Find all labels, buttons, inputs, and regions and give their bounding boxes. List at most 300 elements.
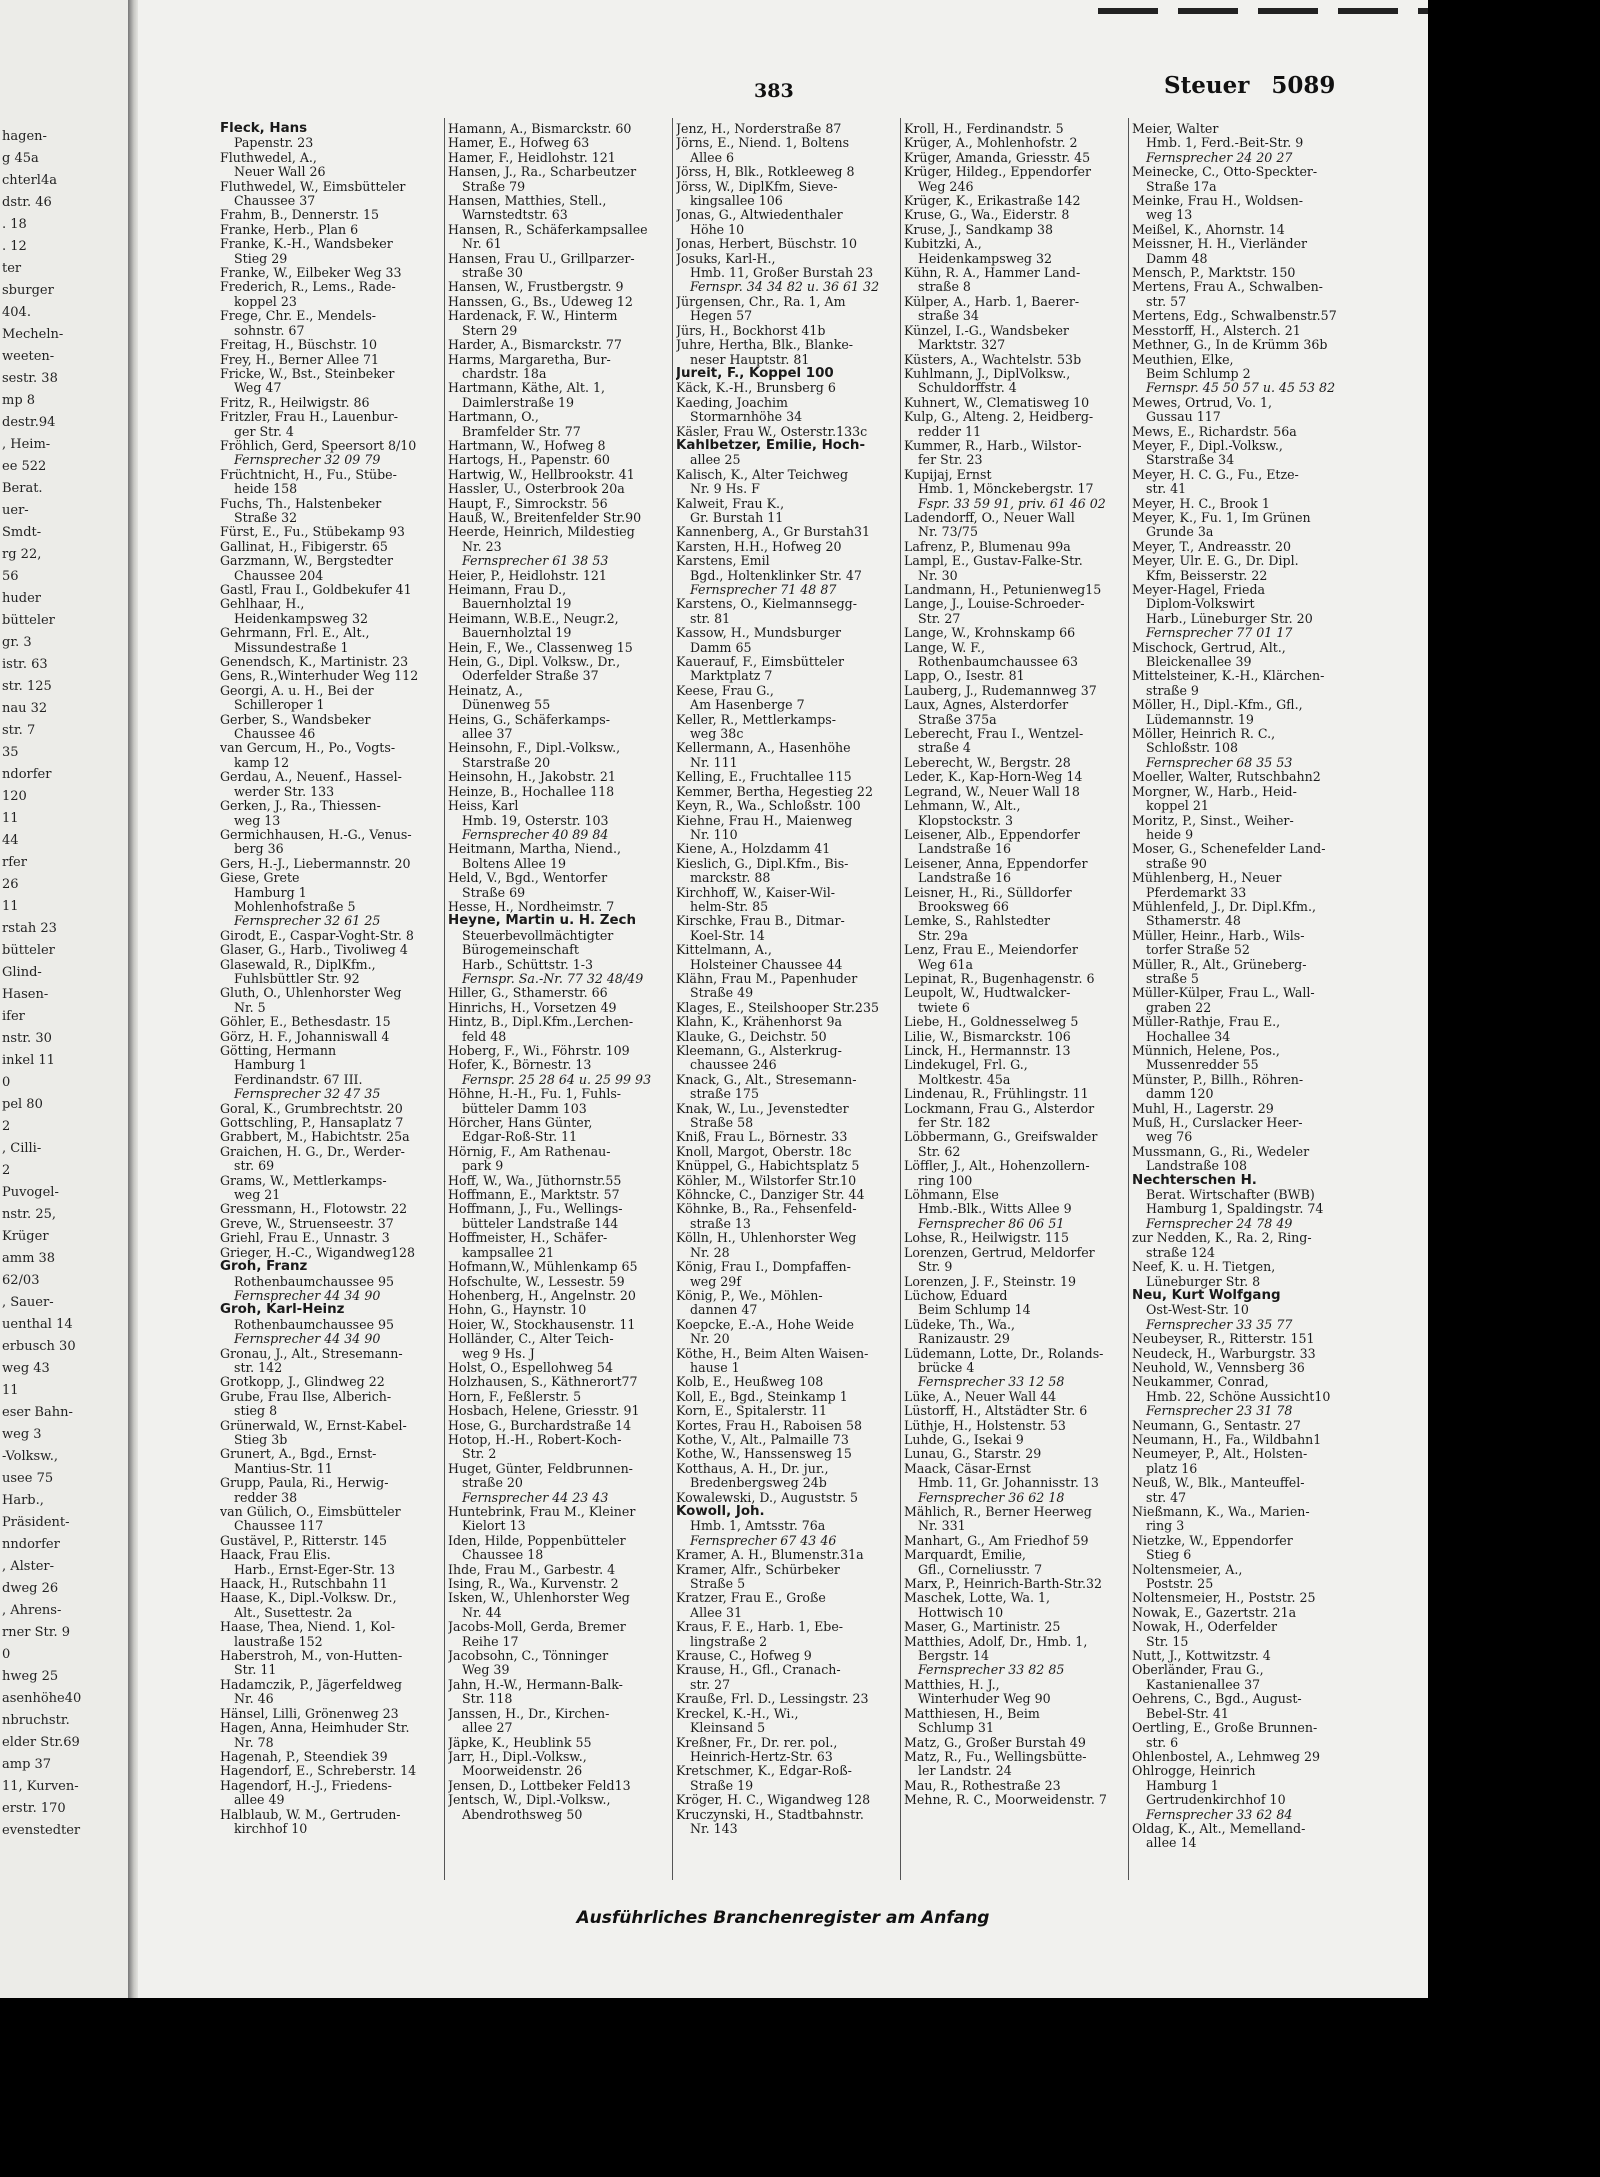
column-rule bbox=[672, 118, 673, 1880]
prev-page-text-fragment: chterl4a bbox=[2, 173, 57, 188]
directory-entry: Leberecht, Frau I., Wentzel- bbox=[904, 726, 1084, 742]
directory-entry: str. 41 bbox=[1146, 481, 1187, 497]
directory-entry: Chaussee 18 bbox=[462, 1547, 544, 1563]
directory-entry: Lüke, A., Neuer Wall 44 bbox=[904, 1388, 1057, 1404]
directory-entry: Gottschling, P., Hansaplatz 7 bbox=[220, 1115, 404, 1131]
directory-entry: Holzhausen, S., Käthnerort77 bbox=[448, 1374, 638, 1390]
directory-entry: Fernsprecher 32 61 25 bbox=[234, 913, 381, 929]
directory-entry: str. 47 bbox=[1146, 1489, 1187, 1505]
page-code: 5089 bbox=[1271, 72, 1336, 99]
prev-page-text-fragment: erbusch 30 bbox=[2, 1339, 76, 1354]
directory-entry: Kleemann, G., Alsterkrug- bbox=[676, 1043, 842, 1058]
directory-entry: Neudeck, H., Warburgstr. 33 bbox=[1132, 1345, 1316, 1361]
directory-entry: weg 38c bbox=[690, 726, 744, 742]
directory-entry: Beim Schlump 2 bbox=[1146, 365, 1251, 381]
directory-entry: Fspr. 33 59 91, priv. 61 46 02 bbox=[918, 495, 1106, 511]
directory-entry: Harb., Lüneburger Str. 20 bbox=[1146, 610, 1313, 626]
prev-page-text-fragment: str. 7 bbox=[2, 723, 36, 738]
directory-entry: Neuer Wall 26 bbox=[234, 164, 326, 180]
prev-page-text-fragment: nau 32 bbox=[2, 701, 48, 716]
prev-page-text-fragment: g 45a bbox=[2, 151, 39, 166]
directory-entry: Hottwisch 10 bbox=[918, 1604, 1004, 1620]
directory-entry: Kuhlmann, J., DiplVolksw., bbox=[904, 365, 1071, 381]
directory-entry: Josuks, Karl-H., bbox=[676, 250, 776, 266]
directory-entry: Reihe 17 bbox=[462, 1633, 519, 1649]
directory-entry: graben 22 bbox=[1146, 999, 1212, 1015]
directory-entry: Weg 61a bbox=[918, 956, 973, 972]
directory-entry: Lorenzen, J. F., Steinstr. 19 bbox=[904, 1273, 1077, 1289]
prev-page-text-fragment: 11, Kurven- bbox=[2, 1779, 79, 1794]
directory-entry: Schilleroper 1 bbox=[234, 697, 325, 713]
directory-entry: Straße 17a bbox=[1146, 178, 1217, 194]
directory-entry: heide 9 bbox=[1146, 826, 1194, 842]
directory-entry: kamp 12 bbox=[234, 754, 290, 770]
directory-entry: Kühn, R. A., Hammer Land- bbox=[904, 265, 1081, 281]
directory-entry: Lüdeke, Th., Wa., bbox=[904, 1316, 1015, 1332]
directory-entry: Kreckel, K.-H., Wi., bbox=[676, 1705, 799, 1721]
directory-entry: Fernsprecher 61 38 53 bbox=[462, 553, 609, 569]
directory-entry: Hoff, W., Wa., Jüthornstr.55 bbox=[448, 1172, 622, 1188]
directory-entry: Nr. 46 bbox=[234, 1691, 274, 1707]
directory-entry: Mittelsteiner, K.-H., Klärchen- bbox=[1132, 668, 1325, 684]
directory-entry: Moorweidenstr. 26 bbox=[462, 1763, 583, 1779]
directory-entry: Gerdau, A., Neuenf., Hassel- bbox=[220, 769, 402, 785]
prev-page-text-fragment: nbruchstr. bbox=[2, 1713, 70, 1728]
directory-entry: Bergstr. 14 bbox=[918, 1648, 989, 1664]
directory-entry: brücke 4 bbox=[918, 1359, 975, 1375]
directory-entry: Damm 48 bbox=[1146, 250, 1208, 266]
directory-entry: Klopstockstr. 3 bbox=[918, 812, 1014, 828]
directory-entry: Beim Schlump 14 bbox=[918, 1302, 1031, 1318]
directory-entry: Hintz, B., Dipl.Kfm.,Lerchen- bbox=[448, 1014, 634, 1030]
directory-entry: Hoffmann, E., Marktstr. 57 bbox=[448, 1187, 620, 1203]
directory-entry: Schlump 31 bbox=[918, 1720, 994, 1736]
directory-entry: Moser, G., Schenefelder Land- bbox=[1132, 841, 1326, 857]
directory-entry: str. 69 bbox=[234, 1158, 275, 1174]
directory-entry: Maser, G., Martinistr. 25 bbox=[904, 1619, 1061, 1635]
directory-entry: Berat. Wirtschafter (BWB) bbox=[1146, 1187, 1315, 1203]
directory-entry: Heier, P., Heidlohstr. 121 bbox=[448, 567, 607, 583]
directory-entry: Hmb. 1, Amtsstr. 76a bbox=[690, 1518, 826, 1534]
directory-entry: Meinecke, C., Otto-Speckter- bbox=[1132, 164, 1318, 180]
directory-entry: Landstraße 16 bbox=[918, 841, 1011, 857]
directory-entry: Luhde, G., Isekai 9 bbox=[904, 1431, 1024, 1447]
directory-entry: Ost-West-Str. 10 bbox=[1146, 1302, 1249, 1318]
directory-entry: Külper, A., Harb. 1, Baerer- bbox=[904, 293, 1080, 309]
directory-entry: Rothenbaumchaussee 95 bbox=[234, 1273, 395, 1289]
directory-entry: Garzmann, W., Bergstedter bbox=[220, 553, 394, 569]
directory-entry: Neuß, W., Blk., Manteuffel- bbox=[1132, 1475, 1305, 1491]
directory-entry: Lange, W., Krohnskamp 66 bbox=[904, 625, 1076, 641]
prev-page-text-fragment: rner Str. 9 bbox=[2, 1625, 71, 1640]
directory-entry: Girodt, E., Caspar-Voght-Str. 8 bbox=[220, 927, 414, 943]
directory-entry: Höhe 10 bbox=[690, 221, 745, 237]
directory-entry: Fernspr. Sa.-Nr. 77 32 48/49 bbox=[462, 970, 644, 986]
directory-entry: Liebe, H., Goldnesselweg 5 bbox=[904, 1014, 1079, 1030]
prev-page-text-fragment: mp 8 bbox=[2, 393, 36, 408]
directory-entry: Frey, H., Berner Allee 71 bbox=[220, 351, 380, 367]
directory-entry: Maack, Cäsar-Ernst bbox=[904, 1460, 1031, 1476]
directory-entry: Fernsprecher 71 48 87 bbox=[690, 582, 837, 597]
directory-entry: Meyer, H. C., Brook 1 bbox=[1132, 495, 1270, 511]
directory-entry: koppel 23 bbox=[234, 293, 297, 309]
directory-entry: Rothenbaumchaussee 95 bbox=[234, 1316, 395, 1332]
directory-entry: kingsallee 106 bbox=[690, 193, 783, 209]
directory-entry: Hauß, W., Breitenfelder Str.90 bbox=[448, 509, 642, 525]
directory-entry: Matz, R., Fu., Wellingsbütte- bbox=[904, 1748, 1087, 1764]
directory-entry: Mühlenfeld, J., Dr. Dipl.Kfm., bbox=[1132, 898, 1316, 914]
directory-entry: Messtorff, H., Alsterch. 21 bbox=[1132, 322, 1301, 338]
directory-entry: Lange, W. F., bbox=[904, 639, 986, 655]
directory-entry: Görz, H. F., Johanniswall 4 bbox=[220, 1028, 390, 1044]
directory-entry: Kruczynski, H., Stadtbahnstr. bbox=[676, 1806, 864, 1822]
column-rule bbox=[444, 118, 445, 1880]
directory-entry: Marktstr. 327 bbox=[918, 337, 1006, 353]
directory-entry: Hohenberg, H., Angelnstr. 20 bbox=[448, 1287, 636, 1303]
directory-entry: Kummer, R., Harb., Wilstor- bbox=[904, 437, 1082, 453]
prev-page-text-fragment: weg 43 bbox=[2, 1361, 50, 1376]
directory-entry: Grabbert, M., Habichtstr. 25a bbox=[220, 1129, 410, 1145]
directory-entry: Hansen, Matthies, Stell., bbox=[448, 193, 607, 209]
directory-entry: allee 27 bbox=[462, 1720, 513, 1736]
directory-entry: Rothenbaumchaussee 63 bbox=[918, 654, 1079, 670]
prev-page-text-fragment: nstr. 30 bbox=[2, 1031, 52, 1046]
directory-entry: fer Str. 182 bbox=[918, 1115, 991, 1131]
directory-entry: Lindekugel, Frl. G., bbox=[904, 1057, 1028, 1073]
directory-entry: Sthamerstr. 48 bbox=[1146, 913, 1241, 929]
directory-entry: Lüthje, H., Holstenstr. 53 bbox=[904, 1417, 1066, 1433]
book-gutter bbox=[128, 0, 138, 1998]
directory-entry: Hartwig, W., Hellbrookstr. 41 bbox=[448, 466, 635, 482]
directory-entry: Hein, G., Dipl. Volksw., Dr., bbox=[448, 654, 621, 670]
directory-entry: Nr. 9 Hs. F bbox=[690, 481, 760, 497]
directory-entry: lingstraße 2 bbox=[690, 1633, 768, 1649]
directory-entry: Meißel, K., Ahornstr. 14 bbox=[1132, 221, 1285, 237]
prev-page-text-fragment: Harb., bbox=[2, 1493, 44, 1508]
directory-entry: Lehmann, W., Alt., bbox=[904, 798, 1021, 814]
directory-entry: chaussee 246 bbox=[690, 1057, 777, 1073]
directory-entry: Stieg 29 bbox=[234, 250, 288, 266]
directory-entry: straße 30 bbox=[462, 265, 523, 281]
directory-entry: Str. 9 bbox=[918, 1259, 953, 1275]
directory-entry: Kellermann, A., Hasenhöhe bbox=[676, 740, 851, 756]
directory-entry: Landmann, H., Petunienweg15 bbox=[904, 582, 1102, 597]
directory-entry: Str. 11 bbox=[234, 1662, 277, 1678]
directory-entry: Nr. 61 bbox=[462, 236, 502, 252]
directory-entry: Kfm, Beisserstr. 22 bbox=[1146, 567, 1268, 583]
directory-entry: Fernsprecher 44 34 90 bbox=[234, 1331, 381, 1347]
directory-entry: Meyer, T., Andreasstr. 20 bbox=[1132, 538, 1292, 554]
directory-entry: Bauernholztal 19 bbox=[462, 625, 572, 641]
directory-entry: Groh, Franz bbox=[220, 1259, 308, 1275]
prev-page-text-fragment: hagen- bbox=[2, 129, 47, 144]
directory-entry: Käck, K.-H., Brunsberg 6 bbox=[676, 380, 836, 396]
directory-entry: Jacobsohn, C., Tönninger bbox=[448, 1648, 609, 1664]
directory-entry: Iden, Hilde, Poppenbütteler bbox=[448, 1532, 626, 1548]
directory-column-3 bbox=[676, 122, 894, 1877]
directory-entry: Gallinat, H., Fibigerstr. 65 bbox=[220, 538, 388, 554]
directory-entry: Kortes, Frau H., Raboisen 58 bbox=[676, 1417, 863, 1433]
directory-entry: Grunde 3a bbox=[1146, 524, 1214, 540]
directory-entry: Hmb. 11, Gr. Johannisstr. 13 bbox=[918, 1475, 1099, 1491]
directory-entry: Neu, Kurt Wolfgang bbox=[1132, 1287, 1281, 1303]
directory-entry: Leupolt, W., Hudtwalcker- bbox=[904, 985, 1071, 1001]
prev-page-text-fragment: pel 80 bbox=[2, 1097, 43, 1112]
directory-entry: Moritz, P., Sinst., Weiher- bbox=[1132, 812, 1294, 828]
directory-entry: Dünenweg 55 bbox=[462, 697, 551, 713]
directory-entry: ler Landstr. 24 bbox=[918, 1763, 1012, 1779]
directory-entry: marckstr. 88 bbox=[690, 870, 771, 886]
directory-entry: König, Frau I., Dompfaffen- bbox=[676, 1259, 851, 1275]
directory-entry: Hmb.-Blk., Witts Allee 9 bbox=[918, 1201, 1072, 1217]
directory-entry: Mertens, Edg., Schwalbenstr.57 bbox=[1132, 308, 1337, 324]
directory-entry: Lafrenz, P., Blumenau 99a bbox=[904, 538, 1071, 554]
directory-entry: Hartmann, W., Hofweg 8 bbox=[448, 437, 606, 453]
directory-entry: Linck, H., Hermannstr. 13 bbox=[904, 1043, 1071, 1058]
prev-page-text-fragment: . 12 bbox=[2, 239, 27, 254]
directory-entry: Straße 69 bbox=[462, 884, 526, 900]
directory-entry: Jäpke, K., Heublink 55 bbox=[448, 1734, 592, 1750]
directory-entry: Matz, G., Großer Burstah 49 bbox=[904, 1734, 1086, 1750]
directory-entry: Fritzler, Frau H., Lauenbur- bbox=[220, 409, 398, 425]
directory-column-1 bbox=[220, 122, 438, 1877]
directory-entry: Kassow, H., Mundsburger bbox=[676, 625, 842, 641]
directory-entry: weg 13 bbox=[234, 812, 281, 828]
directory-entry: hause 1 bbox=[690, 1359, 740, 1375]
directory-entry: Alt., Susettestr. 2a bbox=[234, 1604, 353, 1620]
directory-entry: Ranizaustr. 29 bbox=[918, 1331, 1010, 1347]
directory-entry: Graichen, H. G., Dr., Werder- bbox=[220, 1143, 405, 1159]
directory-entry: Korn, E., Spitalerstr. 11 bbox=[676, 1403, 827, 1419]
directory-entry: Mischock, Gertrud, Alt., bbox=[1132, 639, 1286, 655]
directory-entry: Kretschmer, K., Edgar-Roß- bbox=[676, 1763, 852, 1779]
directory-entry: Gastl, Frau I., Goldbekufer 41 bbox=[220, 582, 412, 597]
directory-entry: str. 27 bbox=[690, 1676, 731, 1692]
directory-entry: Fernsprecher 67 43 46 bbox=[690, 1532, 837, 1548]
directory-entry: Nietzke, W., Eppendorfer bbox=[1132, 1532, 1293, 1548]
directory-entry: Heerde, Heinrich, Mildestieg bbox=[448, 524, 635, 540]
directory-entry: Hörcher, Hans Günter, bbox=[448, 1115, 593, 1131]
directory-entry: Kröger, H. C., Wigandweg 128 bbox=[676, 1792, 871, 1808]
prev-page-text-fragment: bütteler bbox=[2, 943, 55, 958]
prev-page-text-fragment: inkel 11 bbox=[2, 1053, 55, 1068]
directory-entry: Hagendorf, H.-J., Friedens- bbox=[220, 1777, 392, 1793]
directory-entry: Neubeyser, R., Ritterstr. 151 bbox=[1132, 1331, 1315, 1347]
directory-entry: Kuhnert, W., Clematisweg 10 bbox=[904, 394, 1090, 410]
directory-entry: Meyer, K., Fu. 1, Im Grünen bbox=[1132, 509, 1311, 525]
prev-page-text-fragment: Hasen- bbox=[2, 987, 49, 1002]
directory-entry: Lemke, S., Rahlstedter bbox=[904, 913, 1051, 929]
directory-entry: Isken, W., Uhlenhorster Weg bbox=[448, 1590, 630, 1606]
prev-page-text-fragment: nndorfer bbox=[2, 1537, 60, 1552]
directory-entry: Haack, Frau Elis. bbox=[220, 1547, 331, 1563]
directory-entry: Hassler, U., Osterbrook 20a bbox=[448, 481, 625, 497]
directory-entry: Ising, R., Wa., Kurvenstr. 2 bbox=[448, 1576, 619, 1592]
directory-entry: Harb., Ernst-Eger-Str. 13 bbox=[234, 1561, 396, 1577]
directory-entry: Leberecht, W., Bergstr. 28 bbox=[904, 754, 1071, 770]
directory-entry: Am Hasenberge 7 bbox=[690, 697, 805, 713]
directory-entry: Fernsprecher 33 12 58 bbox=[918, 1374, 1065, 1390]
directory-entry: Oberländer, Frau G., bbox=[1132, 1662, 1264, 1678]
directory-entry: Hmb. 22, Schöne Aussicht10 bbox=[1146, 1388, 1331, 1404]
directory-entry: Mussenredder 55 bbox=[1146, 1057, 1259, 1073]
directory-entry: Moeller, Walter, Rutschbahn2 bbox=[1132, 769, 1321, 785]
directory-entry: Fernsprecher 23 31 78 bbox=[1146, 1403, 1293, 1419]
top-edge-marks bbox=[1098, 8, 1428, 14]
directory-entry: Nutt, J., Kottwitzstr. 4 bbox=[1132, 1648, 1271, 1664]
directory-entry: Harder, A., Bismarckstr. 77 bbox=[448, 337, 622, 353]
directory-entry: weg 13 bbox=[1146, 207, 1193, 223]
prev-page-text-fragment: uer- bbox=[2, 503, 29, 518]
directory-entry: Lepinat, R., Bugenhagenstr. 6 bbox=[904, 970, 1095, 986]
directory-entry: Klauke, G., Deichstr. 50 bbox=[676, 1028, 827, 1044]
directory-entry: Müller-Rathje, Frau E., bbox=[1132, 1014, 1281, 1030]
directory-entry: Hohn, G., Haynstr. 10 bbox=[448, 1302, 587, 1318]
directory-entry: Hamburg 1 bbox=[234, 884, 307, 900]
directory-entry: Germichhausen, H.-G., Venus- bbox=[220, 826, 412, 842]
directory-entry: straße 90 bbox=[1146, 855, 1207, 871]
directory-entry: Löhmann, Else bbox=[904, 1187, 999, 1203]
directory-entry: Chaussee 117 bbox=[234, 1518, 324, 1534]
directory-entry: Kulp, G., Alteng. 2, Heidberg- bbox=[904, 409, 1094, 425]
directory-entry: Kirchhoff, W., Kaiser-Wil- bbox=[676, 884, 836, 900]
prev-page-text-fragment: 11 bbox=[2, 1383, 19, 1398]
directory-entry: weg 29f bbox=[690, 1273, 741, 1289]
directory-entry: Laux, Agnes, Alsterdorfer bbox=[904, 697, 1069, 713]
directory-entry: Heinsohn, F., Dipl.-Volksw., bbox=[448, 740, 621, 756]
directory-entry: Heitmann, Martha, Niend., bbox=[448, 841, 621, 857]
directory-column-2 bbox=[448, 122, 666, 1877]
directory-entry: Hamburg 1 bbox=[234, 1057, 307, 1073]
scan-border-bottom bbox=[0, 1998, 1600, 2177]
directory-entry: Möller, H., Dipl.-Kfm., Gfl., bbox=[1132, 697, 1303, 713]
directory-entry: Lockmann, Frau G., Alsterdor bbox=[904, 1100, 1095, 1116]
prev-page-text-fragment: eser Bahn- bbox=[2, 1405, 73, 1420]
directory-entry: Starstraße 34 bbox=[1146, 452, 1235, 468]
running-title: Steuer bbox=[1164, 72, 1250, 99]
directory-entry: Hartmann, Käthe, Alt. 1, bbox=[448, 380, 606, 396]
directory-entry: Griehl, Frau E., Unnastr. 3 bbox=[220, 1230, 390, 1246]
directory-entry: Fritz, R., Heilwigstr. 86 bbox=[220, 394, 370, 410]
directory-entry: Hoier, W., Stockhausenstr. 11 bbox=[448, 1316, 636, 1332]
directory-entry: Neuhold, W., Vennsberg 36 bbox=[1132, 1359, 1305, 1375]
directory-entry: Hein, F., We., Classenweg 15 bbox=[448, 639, 633, 655]
directory-entry: allee 49 bbox=[234, 1792, 285, 1808]
directory-entry: Straße 49 bbox=[690, 985, 754, 1001]
directory-entry: Käsler, Frau W., Osterstr.133c bbox=[676, 423, 868, 439]
directory-entry: Jensen, D., Lottbeker Feld13 bbox=[448, 1777, 631, 1793]
directory-entry: Jörss, H, Blk., Rotkleeweg 8 bbox=[676, 164, 855, 180]
directory-entry: Nr. 5 bbox=[234, 999, 266, 1015]
directory-entry: Ohlenbostel, A., Lehmweg 29 bbox=[1132, 1748, 1320, 1764]
directory-entry: Bürogemeinschaft bbox=[462, 942, 579, 958]
directory-entry: Heinze, B., Hochallee 118 bbox=[448, 783, 615, 799]
prev-page-text-fragment: 2 bbox=[2, 1163, 11, 1178]
prev-page-text-fragment: 2 bbox=[2, 1119, 11, 1134]
directory-entry: Hansen, Frau U., Grillparzer- bbox=[448, 250, 635, 266]
directory-entry: straße 34 bbox=[918, 308, 979, 324]
directory-entry: Lampl, E., Gustav-Falke-Str. bbox=[904, 553, 1083, 569]
directory-entry: Knüppel, G., Habichtsplatz 5 bbox=[676, 1158, 860, 1174]
directory-entry: Fernsprecher 32 47 35 bbox=[234, 1086, 381, 1102]
directory-entry: Hanssen, G., Bs., Udeweg 12 bbox=[448, 293, 633, 309]
directory-entry: feld 48 bbox=[462, 1028, 507, 1044]
directory-entry: Hofschulte, W., Lessestr. 59 bbox=[448, 1273, 625, 1289]
directory-entry: Heinrich-Hertz-Str. 63 bbox=[690, 1748, 833, 1764]
directory-entry: Holsteiner Chaussee 44 bbox=[690, 956, 843, 972]
prev-page-text-fragment: Smdt- bbox=[2, 525, 42, 540]
directory-entry: Grotkopp, J., Glindweg 22 bbox=[220, 1374, 385, 1390]
directory-entry: Jacobs-Moll, Gerda, Bremer bbox=[448, 1619, 626, 1635]
directory-entry: Kiehne, Frau H., Maienweg bbox=[676, 812, 853, 828]
directory-entry: Fernsprecher 44 34 90 bbox=[234, 1287, 381, 1303]
prev-page-text-fragment: , Sauer- bbox=[2, 1295, 54, 1310]
directory-entry: Lapp, O., Isestr. 81 bbox=[904, 668, 1025, 684]
directory-entry: Chaussee 204 bbox=[234, 567, 324, 583]
directory-entry: Daimlerstraße 19 bbox=[462, 394, 575, 410]
directory-entry: Bgd., Holtenklinker Str. 47 bbox=[690, 567, 862, 583]
directory-entry: Fernsprecher 33 62 84 bbox=[1146, 1806, 1293, 1822]
directory-entry: platz 16 bbox=[1146, 1460, 1198, 1476]
directory-entry: Kowalewski, D., Auguststr. 5 bbox=[676, 1489, 859, 1505]
directory-entry: Mählich, R., Berner Heerweg bbox=[904, 1504, 1092, 1519]
directory-entry: Kolb, E., Heußweg 108 bbox=[676, 1374, 824, 1390]
directory-entry: Heidenkampsweg 32 bbox=[234, 610, 369, 626]
directory-entry: Stormarnhöhe 34 bbox=[690, 409, 803, 425]
directory-entry: weg 9 Hs. J bbox=[462, 1345, 535, 1361]
directory-entry: Damm 65 bbox=[690, 639, 752, 655]
prev-page-text-fragment: Krüger bbox=[2, 1229, 49, 1244]
directory-entry: Jürgensen, Chr., Ra. 1, Am bbox=[676, 293, 846, 309]
prev-page-text-fragment: Puvogel- bbox=[2, 1185, 59, 1200]
directory-entry: Küsters, A., Wachtelstr. 53b bbox=[904, 351, 1082, 367]
directory-entry: Hartmann, O., bbox=[448, 409, 539, 425]
prev-page-text-fragment: rstah 23 bbox=[2, 921, 57, 936]
directory-entry: Kauerauf, F., Eimsbütteler bbox=[676, 654, 844, 670]
directory-entry: Nr. 111 bbox=[690, 754, 738, 770]
directory-entry: Fluthwedel, W., Eimsbütteler bbox=[220, 178, 406, 194]
directory-entry: Heinsohn, H., Jakobstr. 21 bbox=[448, 769, 616, 785]
directory-entry: Lorenzen, Gertrud, Meldorfer bbox=[904, 1244, 1095, 1260]
directory-entry: Nr. 110 bbox=[690, 826, 738, 842]
directory-entry: Legrand, W., Neuer Wall 18 bbox=[904, 783, 1080, 799]
directory-entry: Mensch, P., Marktstr. 150 bbox=[1132, 265, 1296, 281]
directory-entry: Grünerwald, W., Ernst-Kabel- bbox=[220, 1417, 407, 1433]
directory-entry: allee 37 bbox=[462, 726, 513, 742]
directory-entry: Haase, Thea, Niend. 1, Kol- bbox=[220, 1619, 396, 1635]
directory-entry: Stieg 3b bbox=[234, 1431, 288, 1447]
prev-page-text-fragment: amp 37 bbox=[2, 1757, 52, 1772]
directory-entry: Bebel-Str. 41 bbox=[1146, 1705, 1229, 1721]
directory-entry: Landstraße 108 bbox=[1146, 1158, 1248, 1174]
directory-entry: Grupp, Paula, Ri., Herwig- bbox=[220, 1475, 389, 1491]
directory-entry: Fernsprecher 40 89 84 bbox=[462, 826, 609, 842]
directory-entry: Huget, Günter, Feldbrunnen- bbox=[448, 1460, 633, 1476]
directory-entry: damm 120 bbox=[1146, 1086, 1214, 1102]
directory-entry: Lunau, G., Starstr. 29 bbox=[904, 1446, 1042, 1462]
directory-entry: Gustävel, P., Ritterstr. 145 bbox=[220, 1532, 388, 1548]
directory-entry: weg 76 bbox=[1146, 1129, 1193, 1145]
directory-entry: Mews, E., Richardstr. 56a bbox=[1132, 423, 1297, 439]
directory-entry: Straße 5 bbox=[690, 1576, 746, 1592]
directory-entry: Jentsch, W., Dipl.-Volksw., bbox=[448, 1792, 611, 1808]
directory-entry: allee 14 bbox=[1146, 1835, 1197, 1851]
directory-entry: Jenz, H., Norderstraße 87 bbox=[676, 122, 842, 136]
directory-entry: Leder, K., Kap-Horn-Weg 14 bbox=[904, 769, 1083, 785]
directory-entry: Kothe, V., Alt., Palmaille 73 bbox=[676, 1431, 849, 1447]
directory-entry: neser Hauptstr. 81 bbox=[690, 351, 810, 367]
directory-entry: Kannenberg, A., Gr Burstah31 bbox=[676, 524, 871, 540]
